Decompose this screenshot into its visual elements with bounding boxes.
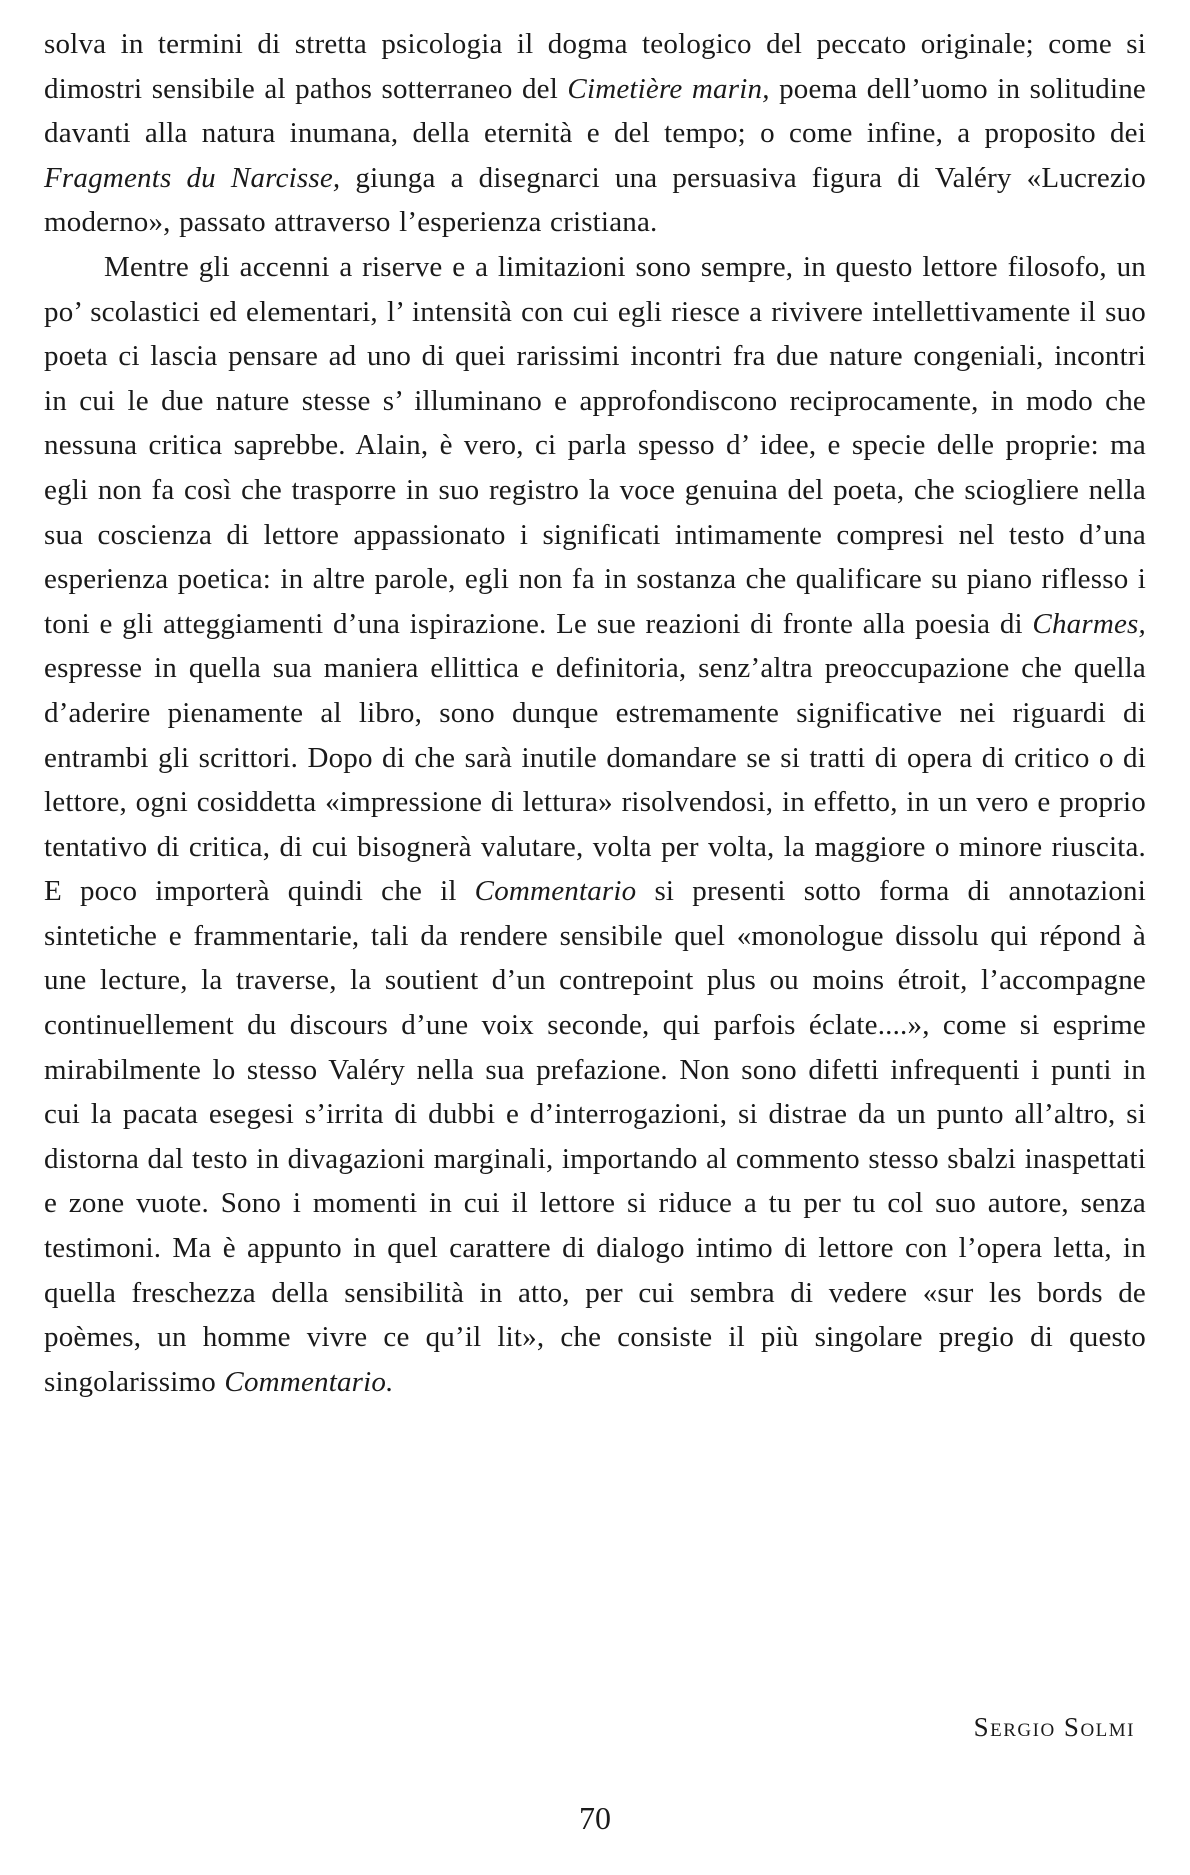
paragraph-continuation — [44, 22, 1146, 245]
italic-title-commentario-final: Commentario. — [224, 1365, 394, 1398]
text-run: Mentre gli accenni a riserve e a limitazioni sono sempre, in questo lettore filosofo, un po’ scolastici ed elementari, l’ intensità con cui egli riesce a rivivere intellettivamente il suo poeta ci lascia pensare ad uno di quei rarissimi incontri fra due nature congeniali, incontri in cui le due nature stesse s’ illuminano e approfondiscono reciprocamente, in modo che nessuna critica saprebbe. Alain, è vero, ci parla spesso d’ idee, e specie delle proprie: ma egli non fa così che trasporre in suo registro la voce genuina del poeta, che sciogliere nella sua coscienza di lettore appassionato i significati intimamente compresi nel testo d’una esperienza poetica: in altre parole, egli non fa in sostanza che qualificare su piano riflesso i toni e gli atteggiamenti d’una ispirazione. Le sue reazioni di fronte alla poesia di — [44, 250, 1146, 640]
italic-title-cimetiere-marin: Cimetière marin, — [567, 72, 770, 105]
italic-title-charmes: Charmes, — [1032, 607, 1146, 640]
text-run: giunga a disegnarci una persuasiva figura di Valéry «Lucrezio moderno», passato attraverso l’esperienza cristiana. — [44, 161, 1146, 239]
body-text — [44, 22, 1146, 1404]
text-run: espresse in quella sua maniera ellittica e definitoria, senz’altra preoccupazione che quella d’aderire pienamente al libro, sono dunque estremamente significative nei riguardi di entrambi gli scrittori. Dopo di che sarà inutile domandare se si tratti di opera di critico o di lettore, ogni cosiddetta «impressione di lettura» risolvendosi, in effetto, in un vero e proprio tentativo di critica, di cui bisognerà valutare, volta per volta, la maggiore o minore riuscita. E poco importerà quindi che il — [44, 652, 1146, 908]
text-run: solva in termini di stretta psicologia il dogma teologico del peccato originale; come si dimostri sensibile al pathos sotterraneo del — [44, 28, 1146, 105]
author-signature: Sergio Solmi — [973, 1712, 1135, 1742]
italic-title-commentario: Commentario — [474, 875, 637, 908]
page-number: 70 — [579, 1800, 611, 1836]
paragraph-main — [44, 245, 1146, 1404]
text-run: si presenti sotto forma di annotazioni sintetiche e frammentarie, tali da rendere sensibile quel «monologue dissolu qui répond à une lecture, la traverse, la soutient d’un contrepoint plus ou moins étroit, l’accompagne continuellement du discours d’une voix seconde, qui parfois éclate....», come si esprime mirabilmente lo stesso Valéry nella sua prefazione. Non sono difetti infrequenti i punti in cui la pacata esegesi s’irrita di dubbi e d’interrogazioni, si distrae da un punto all’altro, si distorna dal testo in divagazioni marginali, importando al commento stesso sbalzi inaspettati e zone vuote. Sono i momenti in cui il lettore si riduce a tu per tu col suo autore, senza testimoni. Ma è appunto in quel carattere di dialogo intimo di lettore con l’opera letta, in quella freschezza della sensibilità in atto, per cui sembra di vedere «sur les bords de poèmes, un homme vivre ce qu’il lit», che consiste il più singolare pregio di questo singolarissimo — [44, 875, 1146, 1398]
text-run: poema dell’uomo in solitudine davanti alla natura inumana, della eternità e del tempo; o come infine, a proposito dei — [44, 72, 1146, 150]
italic-title-fragments-du-narcisse: Fragments du Narcisse, — [44, 161, 341, 194]
